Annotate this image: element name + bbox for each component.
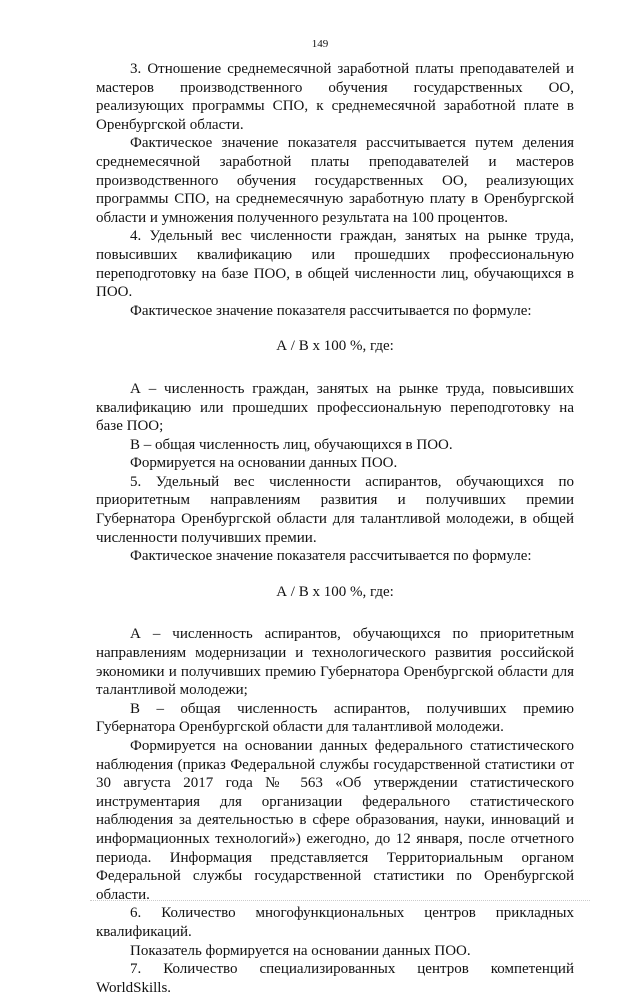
- paragraph-calculation-3: Фактическое значение показателя рассчитывается путем деления среднемесячной заработной платы преподавателей и мастеров производственного обучения государственных ОО, реализующих программы СПО, на среднемесячную заработную плату в Оренбургской области и умножения полученного результата на 100 процентов.: [96, 135, 574, 226]
- page-number: 149: [311, 38, 329, 50]
- paragraph-source-6: Показатель формируется на основании данных ПОО.: [130, 942, 471, 959]
- paragraph-formula-intro-4: Фактическое значение показателя рассчитывается по формуле:: [130, 302, 532, 319]
- paragraph-definition-a-4: А – численность граждан, занятых на рынке труда, повысивших квалификацию или прошедших профессиональную переподготовку на базе ПОО;: [96, 380, 574, 435]
- paragraph-item-6: 6. Количество многофункциональных центров прикладных квалификаций.: [96, 905, 574, 940]
- paragraph-source-5: Формируется на основании данных федерального статистического наблюдения (приказ Федеральной службы государственной статистики от 30 августа 2017 года № 563 «Об утверждении статистического инструментария для организации федерального статистического наблюдения за деятельностью в сфере образования, науки, инноваций и информационных технологий») ежегодно, до 12 января, после отчетного периода. Информация представляется Территориальным органом Федеральной службы государственной статистики по Оренбургской области.: [96, 738, 574, 903]
- formula-4: А / В х 100 %, где:: [276, 338, 394, 355]
- paragraph-item-5: 5. Удельный вес численности аспирантов, обучающихся по приоритетным направлениям развития и получивших премии Губернатора Оренбургской области для талантливой молодежи, в общей численности получивших премии.: [96, 473, 574, 546]
- scan-edge-mark: [90, 900, 590, 903]
- paragraph-formula-intro-5: Фактическое значение показателя рассчитывается по формуле:: [130, 548, 532, 565]
- paragraph-definition-a-5: А – численность аспирантов, обучающихся по приоритетным направлениям модернизации и технологического развития российской экономики и получивших премию Губернатора Оренбургской области для талантливой молодежи;: [96, 626, 574, 699]
- paragraph-item-4: 4. Удельный вес численности граждан, занятых на рынке труда, повысивших квалификацию или прошедших профессиональную переподготовку на базе ПОО, в общей численности лиц, обучающихся в ПОО.: [96, 228, 574, 301]
- formula-5: А / В х 100 %, где:: [276, 583, 394, 600]
- paragraph-source-4: Формируется на основании данных ПОО.: [130, 455, 398, 472]
- paragraph-definition-b-4: В – общая численность лиц, обучающихся в ПОО.: [130, 436, 453, 453]
- paragraph-definition-b-5: В – общая численность аспирантов, получивших премию Губернатора Оренбургской области для талантливой молодежи.: [96, 700, 574, 736]
- document-body: [96, 60, 574, 997]
- paragraph-item-3: 3. Отношение среднемесячной заработной платы преподавателей и мастеров производственного обучения государственных ОО, реализующих программы СПО, к среднемесячной заработной плате в Оренбургской области.: [96, 61, 574, 133]
- paragraph-item-7: 7. Количество специализированных центров компетенций WorldSkills.: [96, 961, 574, 996]
